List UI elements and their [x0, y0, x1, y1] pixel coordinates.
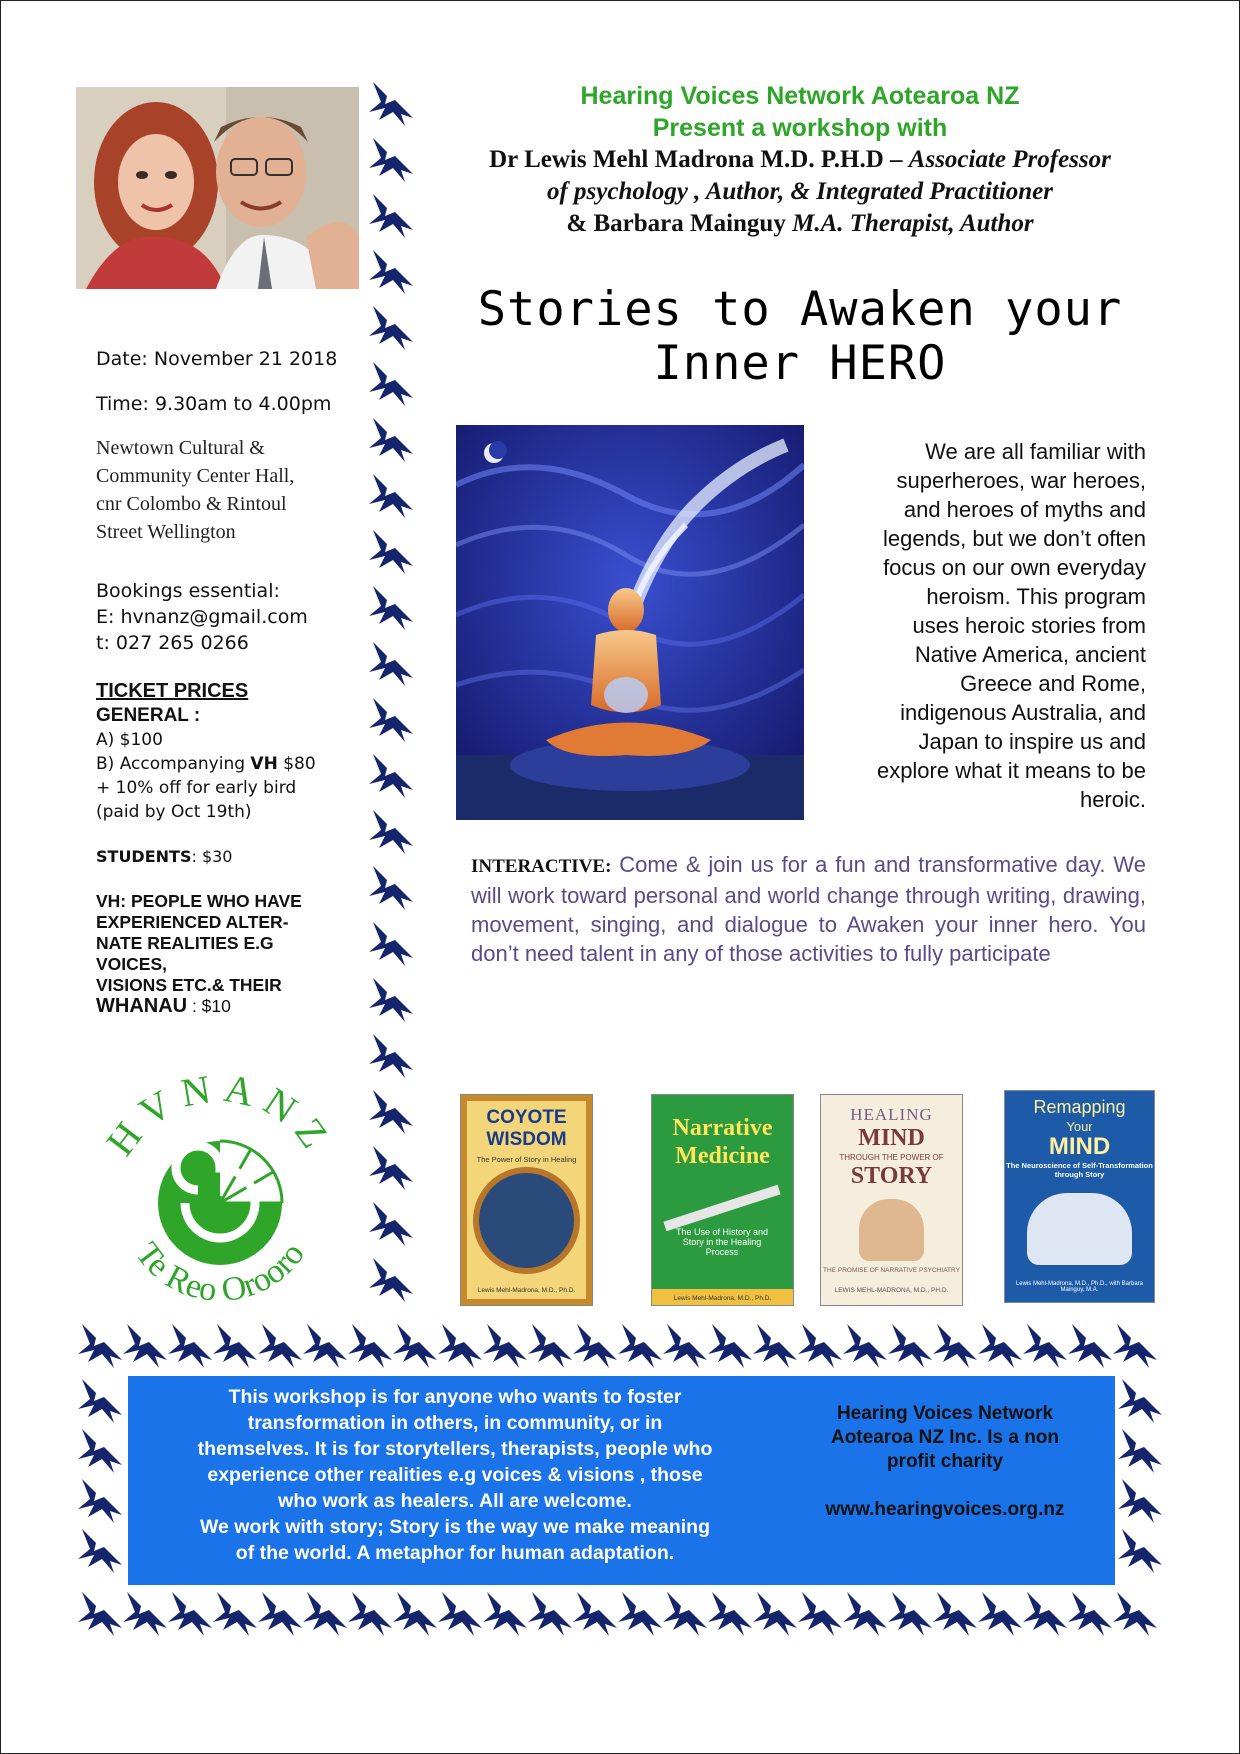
logo-top-text: HVNANZ	[97, 1075, 343, 1164]
interactive-label: INTERACTIVE:	[471, 856, 612, 877]
students-price: STUDENTS: $30	[96, 847, 233, 866]
header-role-line: of psychology , Author, & Integrated Practitioner	[546, 178, 1054, 205]
interactive-paragraph: INTERACTIVE: Come & join us for a fun and transformative day. We will work toward personal and world change through writing, drawing, movement, singing, and dialogue to Awaken your inner hero. You don’t need talent in any of those activities to fully participate	[471, 852, 1146, 966]
page-title-line1: Stories to Awaken your	[477, 282, 1123, 337]
event-date: Date: November 21 2018	[96, 348, 338, 370]
page-title-line2: Inner HERO	[653, 336, 947, 391]
booking-phone[interactable]: t: 027 265 0266	[96, 632, 249, 654]
paid-by-note: (paid by Oct 19th)	[96, 802, 252, 822]
bird-border-vertical	[365, 78, 425, 1318]
header-present-line: Present a workshop with	[652, 114, 948, 142]
price-b: B) Accompanying VH $80	[96, 754, 316, 774]
hvnanz-logo	[95, 1075, 345, 1305]
ticket-prices-heading: TICKET PRICES	[96, 680, 249, 702]
event-venue: Newtown Cultural & Community Center Hall, cnr Colombo & Rintoul Street Wellington	[96, 437, 295, 543]
early-bird-note: + 10% off for early bird	[96, 778, 297, 798]
intro-paragraph: We are all familiar with superheroes, war heroes, and heroes of myths and legends, but we don’t often focus on our own everyday heroism. This program uses heroic stories from Native America, ancient Greece and Rome, indigenous Australia, and Japan to inspire us and explore what it means to be heroic.	[876, 439, 1146, 812]
logo-bottom-text: Te Reo Orooro	[128, 1235, 312, 1305]
hero-painting	[456, 425, 804, 820]
header-copresenter-line: & Barbara Mainguy M.A. Therapist, Author	[566, 210, 1034, 237]
book-remapping-your-mind: Remapping Your MIND The Neuroscience of Self-Transformation through Story Lewis Mehl-Madrona, M.D., Ph.D., with Barbara Mainguy, M.A.	[1005, 1091, 1154, 1302]
header-presenter-line: Dr Lewis Mehl Madrona M.D. P.H.D – Associate Professor	[489, 146, 1111, 173]
book-coyote-wisdom: COYOTE WISDOM The Power of Story in Healing Lewis Mehl-Madrona, M.D., Ph.D.	[461, 1095, 592, 1305]
price-a: A) $100	[96, 730, 163, 750]
bookings-label: Bookings essential:	[96, 580, 280, 602]
booking-email[interactable]: E: hvnanz@gmail.com	[96, 606, 308, 628]
general-label: GENERAL :	[96, 705, 201, 726]
vh-definition: VH: PEOPLE WHO HAVE EXPERIENCED ALTER- NATE REALITIES E.G VOICES, VISIONS ETC.& THEIR WHANAU : $10	[96, 891, 302, 1017]
website-link[interactable]: www.hearingvoices.org.nz	[825, 1499, 1065, 1520]
event-time: Time: 9.30am to 4.00pm	[96, 393, 332, 415]
presenters-photo	[76, 87, 359, 289]
footer-charity-text: Hearing Voices Network Aotearoa NZ Inc. Is a non profit charity www.hearingvoices.org.nz	[790, 1402, 1100, 1522]
header-network-name: Hearing Voices Network Aotearoa NZ	[580, 82, 1020, 110]
book-healing-the-mind: HEALING MIND THROUGH THE POWER OF STORY THE PROMISE OF NARRATIVE PSYCHIATRY LEWIS MEHL-MADRONA, M.D., PH.D.	[821, 1095, 962, 1305]
footer-audience-text: This workshop is for anyone who wants to foster transformation in others, in community, or in themselves. It is for storytellers, therapists, people who experience other realities e.g voices & visions , those who work as healers. All are welcome. We work with story; Story is the way we make meaning of the world. A metaphor for human adaptation.	[197, 1386, 713, 1564]
book-narrative-medicine: Narrative Medicine The Use of History and Story in the Healing Process Lewis Mehl-Madrona, M.D., Ph.D.	[652, 1095, 793, 1305]
